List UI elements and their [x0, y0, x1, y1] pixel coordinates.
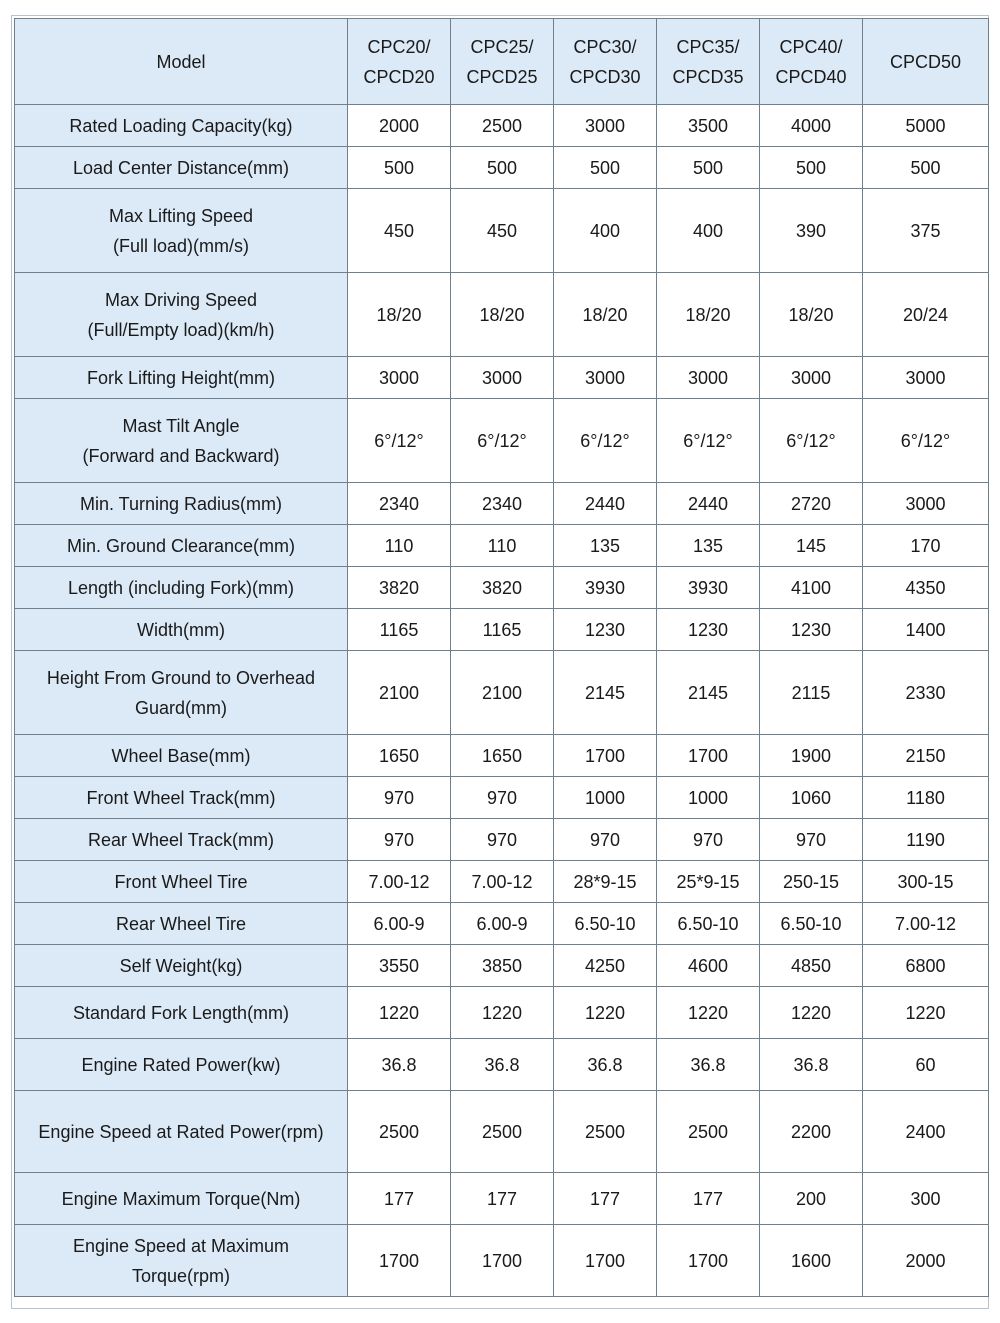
row-value: 970	[657, 819, 760, 861]
row-label: Min. Ground Clearance(mm)	[15, 525, 348, 567]
row-value: 2440	[554, 483, 657, 525]
row-value: 36.8	[657, 1039, 760, 1091]
table-row	[15, 147, 989, 189]
row-value: 3000	[554, 105, 657, 147]
row-value: 400	[657, 189, 760, 273]
row-value: 390	[760, 189, 863, 273]
row-value: 3000	[863, 357, 989, 399]
row-value: 970	[348, 819, 451, 861]
table-row	[15, 1091, 989, 1173]
row-value: 177	[451, 1173, 554, 1225]
row-value: 3000	[657, 357, 760, 399]
row-value: 1700	[657, 735, 760, 777]
row-value: 4100	[760, 567, 863, 609]
row-value: 4850	[760, 945, 863, 987]
row-value: 1060	[760, 777, 863, 819]
row-value: 2400	[863, 1091, 989, 1173]
row-value: 4350	[863, 567, 989, 609]
row-value: 2200	[760, 1091, 863, 1173]
header-row	[15, 19, 989, 105]
row-value: 6.00-9	[451, 903, 554, 945]
table-row	[15, 819, 989, 861]
row-value: 300-15	[863, 861, 989, 903]
row-value: 3000	[760, 357, 863, 399]
row-value: 450	[451, 189, 554, 273]
table-row	[15, 105, 989, 147]
table-row	[15, 525, 989, 567]
row-value: 177	[554, 1173, 657, 1225]
row-value: 1220	[863, 987, 989, 1039]
row-label: Rear Wheel Track(mm)	[15, 819, 348, 861]
row-value: 3000	[863, 483, 989, 525]
table-row	[15, 189, 989, 273]
header-model-label: Model	[15, 19, 348, 105]
table-row	[15, 903, 989, 945]
row-value: 1700	[451, 1225, 554, 1297]
spec-table	[14, 18, 989, 1297]
row-value: 2000	[348, 105, 451, 147]
row-value: 7.00-12	[863, 903, 989, 945]
row-value: 970	[451, 819, 554, 861]
row-label: Width(mm)	[15, 609, 348, 651]
row-value: 2440	[657, 483, 760, 525]
row-label: Wheel Base(mm)	[15, 735, 348, 777]
row-value: 25*9-15	[657, 861, 760, 903]
row-value: 1900	[760, 735, 863, 777]
row-label: Rear Wheel Tire	[15, 903, 348, 945]
row-value: 1220	[554, 987, 657, 1039]
row-value: 6.00-9	[348, 903, 451, 945]
row-value: 20/24	[863, 273, 989, 357]
row-value: 2340	[451, 483, 554, 525]
row-value: 36.8	[760, 1039, 863, 1091]
row-value: 1220	[760, 987, 863, 1039]
row-value: 28*9-15	[554, 861, 657, 903]
row-value: 6.50-10	[657, 903, 760, 945]
row-value: 1220	[657, 987, 760, 1039]
row-value: 6.50-10	[554, 903, 657, 945]
row-value: 500	[657, 147, 760, 189]
row-value: 2720	[760, 483, 863, 525]
header-model-col: CPC25/ CPCD25	[451, 19, 554, 105]
row-value: 2500	[451, 105, 554, 147]
row-label: Self Weight(kg)	[15, 945, 348, 987]
row-value: 18/20	[451, 273, 554, 357]
row-label: Rated Loading Capacity(kg)	[15, 105, 348, 147]
row-value: 2500	[451, 1091, 554, 1173]
row-value: 6°/12°	[863, 399, 989, 483]
row-value: 970	[451, 777, 554, 819]
table-row	[15, 861, 989, 903]
row-value: 6°/12°	[348, 399, 451, 483]
row-value: 36.8	[554, 1039, 657, 1091]
row-value: 4600	[657, 945, 760, 987]
row-value: 177	[657, 1173, 760, 1225]
row-value: 3000	[348, 357, 451, 399]
row-value: 36.8	[348, 1039, 451, 1091]
row-value: 1230	[760, 609, 863, 651]
row-value: 970	[554, 819, 657, 861]
table-row	[15, 1173, 989, 1225]
table-row	[15, 483, 989, 525]
row-value: 500	[554, 147, 657, 189]
row-value: 1190	[863, 819, 989, 861]
row-label: Fork Lifting Height(mm)	[15, 357, 348, 399]
row-value: 1220	[348, 987, 451, 1039]
row-label: Max Lifting Speed (Full load)(mm/s)	[15, 189, 348, 273]
row-value: 450	[348, 189, 451, 273]
header-model-col: CPC20/ CPCD20	[348, 19, 451, 105]
header-model-col: CPC40/ CPCD40	[760, 19, 863, 105]
row-value: 3930	[657, 567, 760, 609]
row-value: 500	[863, 147, 989, 189]
row-value: 1600	[760, 1225, 863, 1297]
table-row	[15, 735, 989, 777]
row-value: 18/20	[657, 273, 760, 357]
row-value: 4250	[554, 945, 657, 987]
row-value: 135	[657, 525, 760, 567]
table-body	[15, 105, 989, 1297]
row-value: 170	[863, 525, 989, 567]
row-value: 1700	[657, 1225, 760, 1297]
row-value: 18/20	[760, 273, 863, 357]
row-label: Mast Tilt Angle (Forward and Backward)	[15, 399, 348, 483]
row-value: 1650	[451, 735, 554, 777]
row-label: Min. Turning Radius(mm)	[15, 483, 348, 525]
row-value: 135	[554, 525, 657, 567]
table-row	[15, 273, 989, 357]
row-label: Load Center Distance(mm)	[15, 147, 348, 189]
row-value: 375	[863, 189, 989, 273]
row-value: 2500	[348, 1091, 451, 1173]
row-value: 3000	[451, 357, 554, 399]
row-label: Length (including Fork)(mm)	[15, 567, 348, 609]
row-value: 3550	[348, 945, 451, 987]
table-header	[15, 19, 989, 105]
row-label: Engine Speed at Rated Power(rpm)	[15, 1091, 348, 1173]
row-value: 1400	[863, 609, 989, 651]
row-value: 110	[348, 525, 451, 567]
row-value: 3000	[554, 357, 657, 399]
row-value: 2100	[451, 651, 554, 735]
row-value: 4000	[760, 105, 863, 147]
table-row	[15, 567, 989, 609]
row-value: 3820	[348, 567, 451, 609]
row-value: 36.8	[451, 1039, 554, 1091]
row-value: 200	[760, 1173, 863, 1225]
row-value: 2150	[863, 735, 989, 777]
row-value: 5000	[863, 105, 989, 147]
row-value: 6800	[863, 945, 989, 987]
header-model-col: CPCD50	[863, 19, 989, 105]
row-value: 18/20	[348, 273, 451, 357]
row-value: 2330	[863, 651, 989, 735]
row-value: 2000	[863, 1225, 989, 1297]
table-row	[15, 777, 989, 819]
row-value: 6°/12°	[451, 399, 554, 483]
table-row	[15, 609, 989, 651]
table-row	[15, 357, 989, 399]
row-value: 18/20	[554, 273, 657, 357]
table-row	[15, 987, 989, 1039]
row-label: Engine Rated Power(kw)	[15, 1039, 348, 1091]
row-value: 970	[348, 777, 451, 819]
table-row	[15, 651, 989, 735]
spec-table-container	[14, 18, 989, 1297]
row-label: Engine Maximum Torque(Nm)	[15, 1173, 348, 1225]
row-value: 500	[451, 147, 554, 189]
row-value: 1165	[348, 609, 451, 651]
row-value: 3820	[451, 567, 554, 609]
table-row	[15, 945, 989, 987]
row-value: 1230	[657, 609, 760, 651]
row-value: 1220	[451, 987, 554, 1039]
row-value: 1165	[451, 609, 554, 651]
row-value: 2115	[760, 651, 863, 735]
row-value: 1650	[348, 735, 451, 777]
header-model-col: CPC35/ CPCD35	[657, 19, 760, 105]
table-row	[15, 1225, 989, 1297]
row-label: Front Wheel Track(mm)	[15, 777, 348, 819]
row-value: 6°/12°	[554, 399, 657, 483]
table-row	[15, 1039, 989, 1091]
row-value: 970	[760, 819, 863, 861]
row-value: 3850	[451, 945, 554, 987]
row-value: 250-15	[760, 861, 863, 903]
row-value: 1700	[554, 1225, 657, 1297]
row-value: 2340	[348, 483, 451, 525]
row-value: 500	[348, 147, 451, 189]
row-value: 6°/12°	[657, 399, 760, 483]
row-label: Max Driving Speed (Full/Empty load)(km/h)	[15, 273, 348, 357]
row-label: Front Wheel Tire	[15, 861, 348, 903]
row-value: 7.00-12	[348, 861, 451, 903]
row-value: 1000	[657, 777, 760, 819]
row-value: 60	[863, 1039, 989, 1091]
row-value: 177	[348, 1173, 451, 1225]
row-value: 1700	[554, 735, 657, 777]
row-value: 7.00-12	[451, 861, 554, 903]
row-value: 110	[451, 525, 554, 567]
row-value: 500	[760, 147, 863, 189]
row-value: 2500	[657, 1091, 760, 1173]
row-value: 6.50-10	[760, 903, 863, 945]
table-row	[15, 399, 989, 483]
row-value: 2145	[657, 651, 760, 735]
row-value: 3930	[554, 567, 657, 609]
row-value: 3500	[657, 105, 760, 147]
row-value: 1000	[554, 777, 657, 819]
header-model-col: CPC30/ CPCD30	[554, 19, 657, 105]
row-value: 2500	[554, 1091, 657, 1173]
row-value: 1180	[863, 777, 989, 819]
row-value: 2145	[554, 651, 657, 735]
row-value: 400	[554, 189, 657, 273]
row-value: 6°/12°	[760, 399, 863, 483]
row-value: 2100	[348, 651, 451, 735]
row-value: 300	[863, 1173, 989, 1225]
row-label: Engine Speed at Maximum Torque(rpm)	[15, 1225, 348, 1297]
row-value: 145	[760, 525, 863, 567]
row-value: 1230	[554, 609, 657, 651]
row-label: Height From Ground to Overhead Guard(mm)	[15, 651, 348, 735]
row-value: 1700	[348, 1225, 451, 1297]
row-label: Standard Fork Length(mm)	[15, 987, 348, 1039]
